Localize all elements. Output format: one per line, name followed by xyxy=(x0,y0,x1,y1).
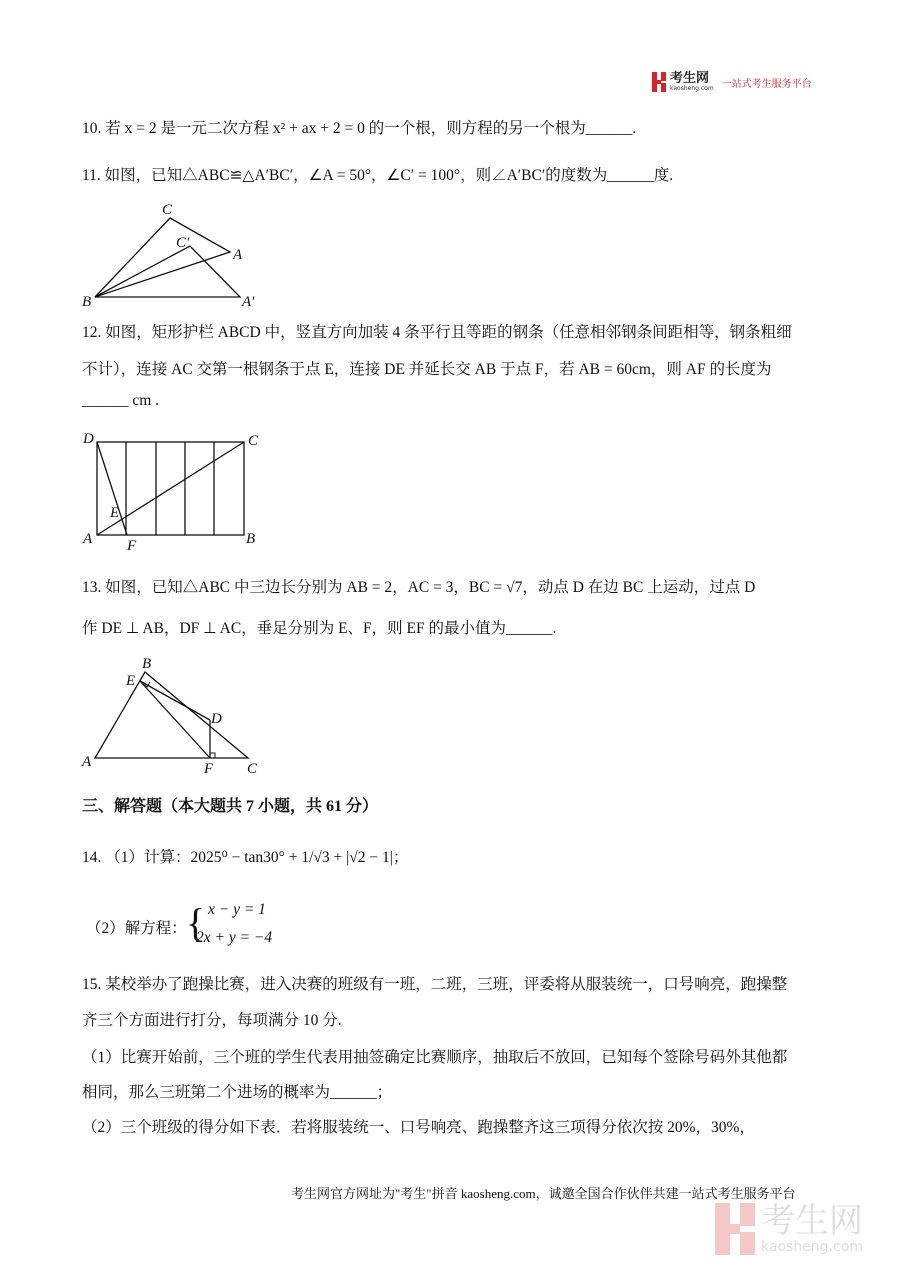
question-10: 10. 若 x = 2 是一元二次方程 x² + ax + 2 = 0 的一个根，则方程的另一个根为______. xyxy=(82,120,637,137)
figure-11 xyxy=(95,218,240,297)
question-13-line-2: 作 DE ⊥ AB，DF ⊥ AC，垂足分别为 E、F，则 EF 的最小值为______. xyxy=(82,620,557,637)
label-F: F xyxy=(127,538,137,554)
equation-2: 2x + y = −4 xyxy=(196,929,273,946)
equation-1: x − y = 1 xyxy=(208,901,266,918)
footer-text: 考生网官方网址为"考生"拼音 kaosheng.com，诚邀全国合作伙伴共建一站式考生服务平台 xyxy=(291,1186,796,1201)
label-C1: C′ xyxy=(176,235,190,251)
question-15-line-1: 15. 某校举办了跑操比赛，进入决赛的班级有一班，二班，三班，评委将从服装统一，口号响亮，跑操整 xyxy=(82,976,788,993)
question-15-line-4: 相同，那么三班第二个进场的概率为______； xyxy=(82,1084,393,1101)
watermark-domain: kaosheng.com xyxy=(761,1239,863,1255)
logo-slogan: 一站式考生服务平台 xyxy=(721,78,812,90)
label-E: E xyxy=(110,505,120,521)
label-D: D xyxy=(211,711,222,727)
label-C: C xyxy=(162,202,173,218)
question-14-part-2-label: （2）解方程： xyxy=(86,920,187,937)
triangle-abc xyxy=(95,218,230,297)
figure-13 xyxy=(95,672,248,758)
watermark-brand: 考生网 xyxy=(761,1201,863,1241)
line-ac xyxy=(97,442,244,535)
label-A: A xyxy=(82,754,92,770)
question-14-part-1: 14. （1）计算：2025⁰ − tan30° + 1/√3 + |√2 − 1|； xyxy=(82,849,409,866)
figure-12 xyxy=(97,442,244,535)
label-A: A xyxy=(233,247,243,263)
question-12-line-3: ______ cm . xyxy=(82,392,160,409)
question-12-line-2: 不计），连接 AC 交第一根钢条于点 E，连接 DE 并延长交 AB 于点 F，若 AB = 60cm，则 AF 的长度为 xyxy=(82,361,772,378)
section-3-heading: 三、解答题（本大题共 7 小题，共 61 分） xyxy=(82,798,379,815)
line-ef xyxy=(140,681,210,758)
line-df xyxy=(97,442,127,535)
watermark-logo xyxy=(715,1203,863,1255)
brace: { xyxy=(186,900,206,945)
question-15-line-3: （1）比赛开始前，三个班的学生代表用抽签确定比赛顺序，抽取后不放回，已知每个签除号码外其他都 xyxy=(82,1049,788,1066)
line-de xyxy=(140,681,210,720)
label-C: C xyxy=(247,761,258,777)
question-15-line-5: （2）三个班级的得分如下表．若将服装统一、口号响亮、跑操整齐这三项得分依次按 20%，30%， xyxy=(82,1119,755,1136)
label-B: B xyxy=(142,656,152,672)
label-C: C xyxy=(248,433,259,449)
logo-brand: 考生网 xyxy=(670,70,710,86)
label-A1: A′ xyxy=(242,294,255,310)
question-13-line-1: 13. 如图，已知△ABC 中三边长分别为 AB = 2，AC = 3，BC = √7，动点 D 在边 BC 上运动，过点 D xyxy=(82,579,756,596)
question-11: 11. 如图，已知△ABC≌△A′BC′，∠A = 50°，∠C′ = 100°，则∠A′BC′的度数为______度. xyxy=(82,167,674,184)
watermark-mark-icon xyxy=(715,1203,755,1255)
label-B: B xyxy=(246,531,256,547)
question-12-line-1: 12. 如图，矩形护栏 ABCD 中，竖直方向加装 4 条平行且等距的钢条（任意相邻钢条间距相等，钢条粗细 xyxy=(82,324,792,341)
label-E: E xyxy=(126,673,136,689)
label-B: B xyxy=(82,294,92,310)
question-15-line-2: 齐三个方面进行打分，每项满分 10 分. xyxy=(82,1012,342,1029)
label-F: F xyxy=(204,761,214,777)
label-D: D xyxy=(83,431,94,447)
label-A: A xyxy=(83,531,93,547)
logo-domain: kaosheng.com xyxy=(670,84,714,92)
